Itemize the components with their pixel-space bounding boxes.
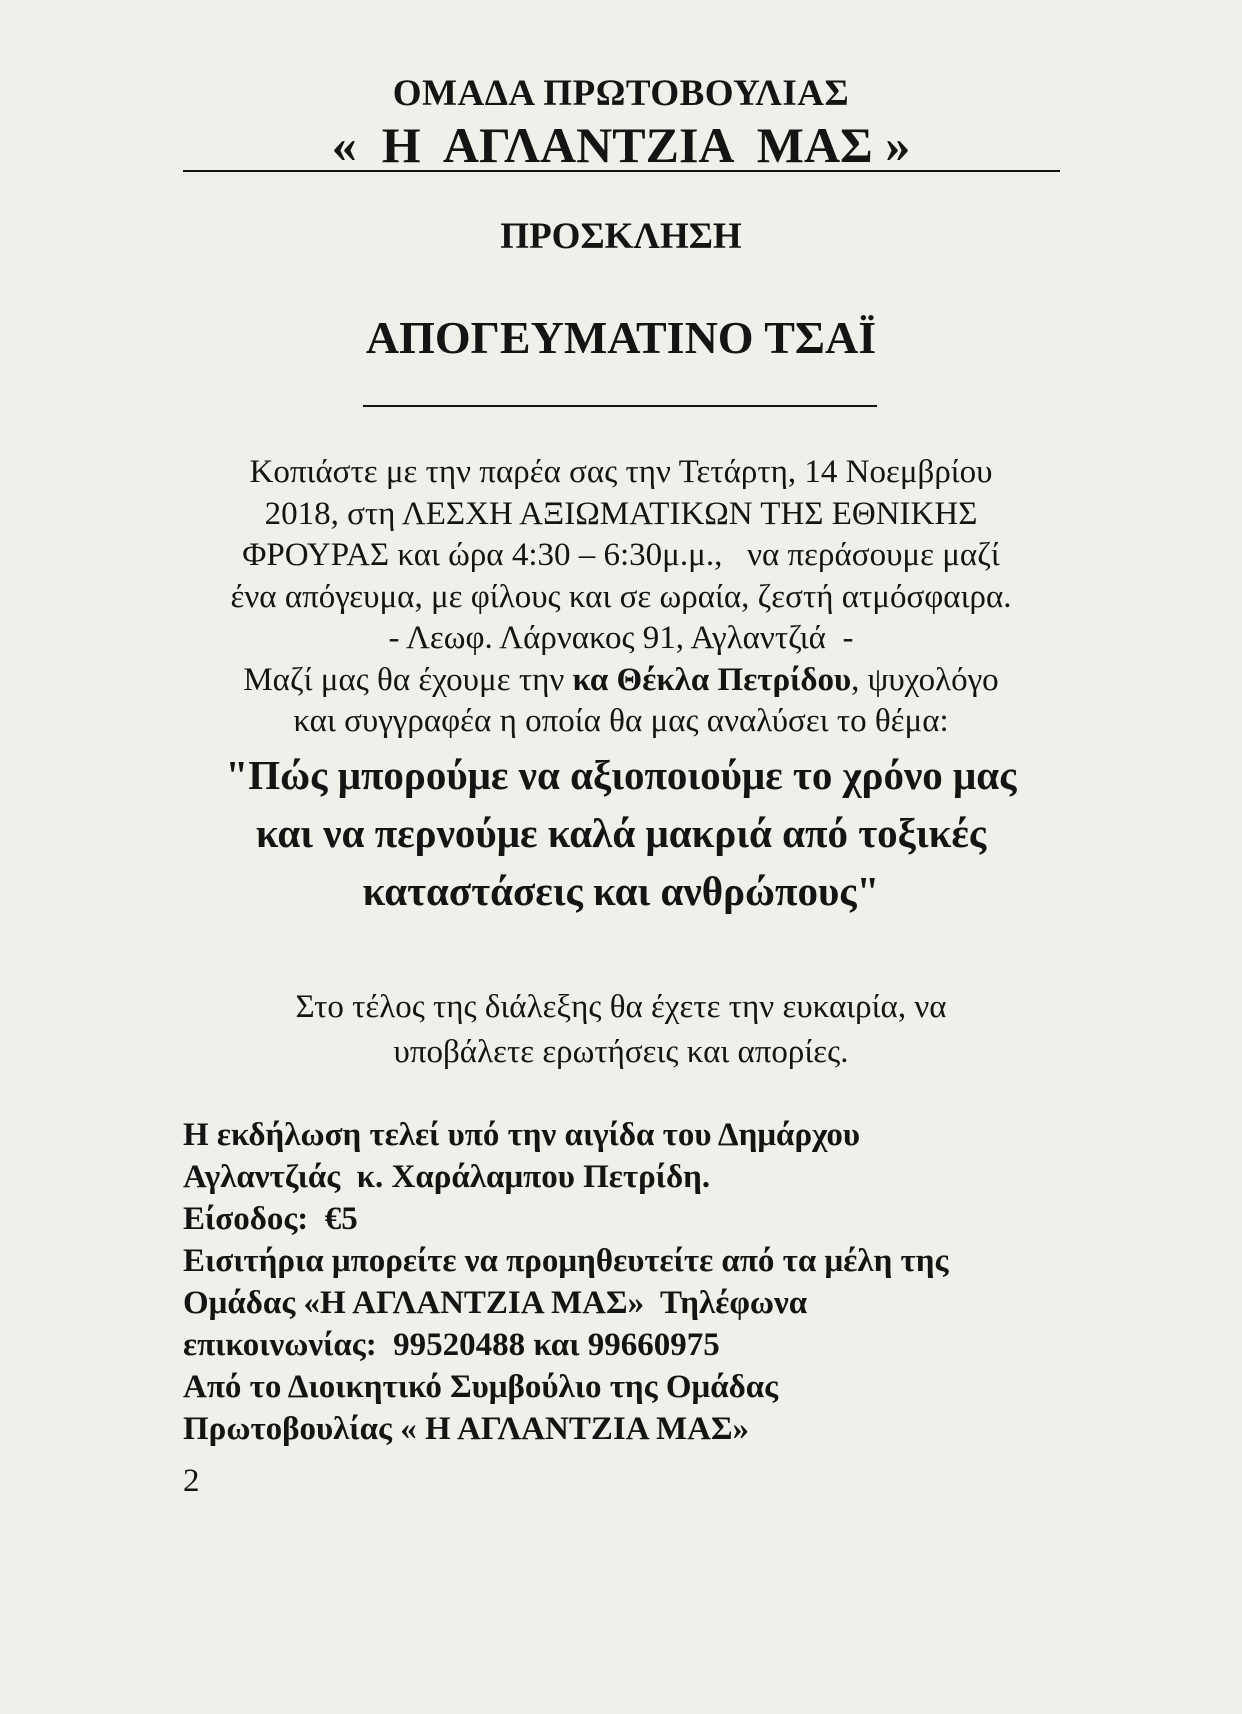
closing-line: Στο τέλος της διάλεξης θα έχετε την ευκαιρία, να (295, 989, 947, 1025)
description-line: ΦΡΟΥΡΑΣ και ώρα 4:30 – 6:30μ.μ., να περάσουμε μαζί (242, 537, 1000, 573)
description-line: και συγγραφέα η οποία θα μας αναλύσει το θέμα: (293, 703, 949, 739)
signature-line: Από το Διοικητικό Συμβούλιο της Ομάδας (183, 1369, 779, 1405)
page-number: 2 (183, 1463, 200, 1499)
lecture-topic (120, 746, 1122, 920)
header-divider (183, 170, 1060, 172)
organization-title: « Η ΑΓΛΑΝΤΖΙΑ ΜΑΣ » (331, 117, 911, 173)
event-address: - Λεωφ. Λάρνακος 91, Αγλαντζιά - (388, 620, 854, 656)
topic-line: "Πώς μπορούμε να αξιοποιούμε το χρόνο μας (225, 752, 1017, 798)
invitation-label: ΠΡΟΣΚΛΗΣΗ (500, 216, 742, 257)
patronage-line: Αγλαντζιάς κ. Χαράλαμπου Πετρίδη. (183, 1159, 711, 1195)
signature-line: Πρωτοβουλίας « Η ΑΓΛΑΝΤΖΙΑ ΜΑΣ» (183, 1411, 750, 1447)
event-details-footer (183, 1114, 1083, 1450)
event-title: ΑΠΟΓΕΥΜΑΤΙΝΟ ΤΣΑΪ (365, 312, 877, 363)
speaker-intro: Μαζί μας θα έχουμε την (243, 661, 573, 698)
patronage-line: Η εκδήλωση τελεί υπό την αιγίδα του Δημάρχου (183, 1117, 861, 1153)
topic-line: και να περνούμε καλά μακριά από τοξικές (255, 810, 987, 856)
closing-note (150, 985, 1092, 1075)
topic-line: καταστάσεις και ανθρώπους" (362, 868, 880, 914)
description-line: ένα απόγευμα, με φίλους και σε ωραία, ζεστή ατμόσφαιρα. (230, 578, 1012, 615)
organization-name: ΟΜΑΔΑ ΠΡΩΤΟΒΟΥΛΙΑΣ (392, 73, 850, 114)
tickets-line: Εισιτήρια μπορείτε να προμηθευτείτε από τα μέλη της (183, 1243, 949, 1279)
title-divider (363, 405, 877, 407)
closing-line: υποβάλετε ερωτήσεις και απορίες. (393, 1034, 849, 1070)
description-line: Κοπιάστε με την παρέα σας την Τετάρτη, 14 Νοεμβρίου (249, 454, 993, 490)
description-line: 2018, στη ΛΕΣΧΗ ΑΞΙΩΜΑΤΙΚΩΝ ΤΗΣ ΕΘΝΙΚΗΣ (264, 495, 978, 532)
tickets-line: Ομάδας «Η ΑΓΛΑΝΤΖΙΑ ΜΑΣ» Τηλέφωνα (183, 1285, 808, 1321)
speaker-name: κα Θέκλα Πετρίδου (572, 661, 852, 698)
event-description (150, 452, 1092, 743)
speaker-role: , ψυχολόγο (851, 661, 999, 698)
contact-phones: επικοινωνίας: 99520488 και 99660975 (183, 1327, 720, 1363)
speaker-line (150, 660, 1092, 702)
entry-fee: Είσοδος: €5 (183, 1201, 358, 1237)
